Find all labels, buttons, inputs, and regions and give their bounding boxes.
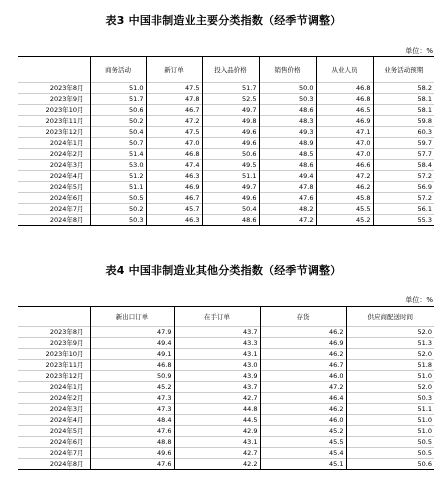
cell-value: 44.8 [174, 404, 260, 415]
table-row [18, 193, 434, 204]
row-label: 2023年8月 [18, 327, 90, 338]
cell-value: 50.4 [90, 127, 146, 138]
column-header: 供应商配送时间 [346, 307, 434, 327]
cell-value: 58.2 [373, 83, 434, 94]
cell-value: 46.9 [316, 116, 373, 127]
cell-value: 47.3 [90, 393, 174, 404]
column-header: 新订单 [146, 57, 202, 83]
cell-value: 51.8 [346, 360, 434, 371]
cell-value: 49.3 [259, 127, 316, 138]
cell-value: 48.6 [202, 215, 259, 226]
cell-value: 46.8 [316, 94, 373, 105]
row-label: 2023年11月 [18, 116, 90, 127]
row-label: 2024年3月 [18, 404, 90, 415]
table-row [18, 149, 434, 160]
cell-value: 53.0 [90, 160, 146, 171]
cell-value: 43.1 [174, 437, 260, 448]
cell-value: 46.0 [260, 371, 346, 382]
cell-value: 45.7 [146, 204, 202, 215]
table-row [18, 215, 434, 226]
cell-value: 45.5 [316, 204, 373, 215]
cell-value: 47.8 [146, 94, 202, 105]
table-row [18, 382, 434, 393]
cell-value: 50.3 [259, 94, 316, 105]
column-header: 销售价格 [259, 57, 316, 83]
column-header: 新出口订单 [90, 307, 174, 327]
cell-value: 51.1 [346, 404, 434, 415]
cell-value: 50.2 [90, 116, 146, 127]
cell-value: 46.9 [146, 182, 202, 193]
cell-value: 47.3 [90, 404, 174, 415]
row-label: 2024年5月 [18, 182, 90, 193]
cell-value: 50.7 [90, 138, 146, 149]
table-row [18, 105, 434, 116]
cell-value: 58.1 [373, 94, 434, 105]
cell-value: 49.6 [202, 127, 259, 138]
cell-value: 45.5 [260, 437, 346, 448]
cell-value: 46.5 [316, 105, 373, 116]
table-row [18, 437, 434, 448]
cell-value: 58.1 [373, 105, 434, 116]
table-row [18, 426, 434, 437]
cell-value: 47.1 [316, 127, 373, 138]
cell-value: 42.7 [174, 448, 260, 459]
cell-value: 50.3 [346, 393, 434, 404]
cell-value: 47.2 [146, 116, 202, 127]
table-row [18, 116, 434, 127]
cell-value: 47.0 [316, 138, 373, 149]
table-row [18, 338, 434, 349]
cell-value: 46.2 [260, 404, 346, 415]
row-label: 2024年2月 [18, 149, 90, 160]
cell-value: 45.1 [260, 459, 346, 470]
cell-value: 51.7 [90, 94, 146, 105]
cell-value: 42.9 [174, 426, 260, 437]
table3 [18, 56, 434, 226]
table-row [18, 160, 434, 171]
table3-header [18, 57, 434, 83]
cell-value: 51.4 [90, 149, 146, 160]
column-header: 业务活动预期 [373, 57, 434, 83]
cell-value: 49.4 [90, 338, 174, 349]
cell-value: 46.8 [146, 149, 202, 160]
cell-value: 58.4 [373, 160, 434, 171]
row-label: 2023年12月 [18, 127, 90, 138]
cell-value: 46.2 [260, 327, 346, 338]
column-header: 商务活动 [90, 57, 146, 83]
cell-value: 49.4 [259, 171, 316, 182]
cell-value: 50.9 [90, 371, 174, 382]
table3-unit: 单位：% [405, 47, 433, 55]
cell-value: 50.5 [346, 437, 434, 448]
cell-value: 57.2 [373, 171, 434, 182]
cell-value: 46.7 [146, 193, 202, 204]
cell-value: 49.1 [90, 349, 174, 360]
cell-value: 47.2 [260, 382, 346, 393]
cell-value: 60.3 [373, 127, 434, 138]
row-label: 2024年8月 [18, 215, 90, 226]
cell-value: 46.3 [146, 215, 202, 226]
cell-value: 48.4 [90, 415, 174, 426]
cell-value: 55.3 [373, 215, 434, 226]
cell-value: 52.0 [346, 382, 434, 393]
cell-value: 46.2 [260, 349, 346, 360]
cell-value: 47.0 [316, 149, 373, 160]
cell-value: 42.2 [174, 459, 260, 470]
cell-value: 46.7 [260, 360, 346, 371]
cell-value: 44.5 [174, 415, 260, 426]
cell-value: 50.6 [202, 149, 259, 160]
row-label: 2024年1月 [18, 138, 90, 149]
cell-value: 47.4 [146, 160, 202, 171]
row-label: 2024年4月 [18, 171, 90, 182]
row-label: 2023年12月 [18, 371, 90, 382]
row-label: 2023年10月 [18, 349, 90, 360]
cell-value: 42.7 [174, 393, 260, 404]
cell-value: 47.6 [90, 426, 174, 437]
cell-value: 48.6 [259, 105, 316, 116]
table-row [18, 182, 434, 193]
table4-header-row [18, 307, 434, 327]
cell-value: 56.9 [373, 182, 434, 193]
cell-value: 52.5 [202, 94, 259, 105]
column-header: 存货 [260, 307, 346, 327]
cell-value: 45.2 [260, 426, 346, 437]
table4-unit: 单位：% [405, 296, 433, 304]
cell-value: 49.8 [202, 116, 259, 127]
table-row [18, 404, 434, 415]
column-header: 投入品价格 [202, 57, 259, 83]
cell-value: 46.0 [260, 415, 346, 426]
cell-value: 48.5 [259, 149, 316, 160]
cell-value: 43.7 [174, 382, 260, 393]
cell-value: 48.6 [259, 160, 316, 171]
table3-title: 表3 中国非制造业主要分类指数（经季节调整） [105, 14, 342, 27]
row-label: 2024年3月 [18, 160, 90, 171]
row-label: 2024年7月 [18, 204, 90, 215]
cell-value: 48.2 [259, 204, 316, 215]
table-row [18, 327, 434, 338]
cell-value: 47.5 [146, 83, 202, 94]
cell-value: 43.7 [174, 327, 260, 338]
cell-value: 46.9 [260, 338, 346, 349]
cell-value: 51.1 [90, 182, 146, 193]
cell-value: 47.2 [316, 171, 373, 182]
table-row [18, 94, 434, 105]
cell-value: 51.0 [346, 426, 434, 437]
cell-value: 50.5 [90, 193, 146, 204]
table-row [18, 349, 434, 360]
table-row [18, 127, 434, 138]
cell-value: 46.8 [90, 360, 174, 371]
cell-value: 50.2 [90, 204, 146, 215]
cell-value: 43.9 [174, 371, 260, 382]
cell-value: 45.4 [260, 448, 346, 459]
cell-value: 57.7 [373, 149, 434, 160]
table4-title: 表4 中国非制造业其他分类指数（经季节调整） [105, 264, 342, 277]
cell-value: 45.8 [316, 193, 373, 204]
table-row [18, 360, 434, 371]
table3-body [18, 83, 434, 226]
cell-value: 48.3 [259, 116, 316, 127]
cell-value: 46.8 [316, 83, 373, 94]
cell-value: 50.0 [259, 83, 316, 94]
cell-value: 45.2 [90, 382, 174, 393]
row-label: 2023年10月 [18, 105, 90, 116]
cell-value: 43.0 [174, 360, 260, 371]
cell-value: 50.6 [346, 459, 434, 470]
row-label: 2023年9月 [18, 338, 90, 349]
cell-value: 45.2 [316, 215, 373, 226]
row-label: 2024年1月 [18, 382, 90, 393]
column-header [18, 307, 90, 327]
cell-value: 51.2 [90, 171, 146, 182]
table3-header-row [18, 57, 434, 83]
cell-value: 47.2 [259, 215, 316, 226]
cell-value: 47.8 [259, 182, 316, 193]
cell-value: 43.3 [174, 338, 260, 349]
row-label: 2024年2月 [18, 393, 90, 404]
cell-value: 50.3 [90, 215, 146, 226]
table-row [18, 393, 434, 404]
table4-body [18, 327, 434, 470]
row-label: 2024年6月 [18, 193, 90, 204]
row-label: 2024年8月 [18, 459, 90, 470]
cell-value: 57.2 [373, 193, 434, 204]
cell-value: 50.6 [90, 105, 146, 116]
row-label: 2024年4月 [18, 415, 90, 426]
cell-value: 43.1 [174, 349, 260, 360]
cell-value: 51.3 [346, 338, 434, 349]
cell-value: 59.8 [373, 116, 434, 127]
cell-value: 52.0 [346, 349, 434, 360]
cell-value: 46.3 [146, 171, 202, 182]
cell-value: 49.7 [202, 182, 259, 193]
row-label: 2023年9月 [18, 94, 90, 105]
cell-value: 48.8 [90, 437, 174, 448]
cell-value: 49.7 [202, 105, 259, 116]
column-header: 从业人员 [316, 57, 373, 83]
cell-value: 51.7 [202, 83, 259, 94]
cell-value: 50.4 [202, 204, 259, 215]
column-header: 在手订单 [174, 307, 260, 327]
cell-value: 49.6 [202, 138, 259, 149]
cell-value: 51.1 [202, 171, 259, 182]
row-label: 2024年6月 [18, 437, 90, 448]
table-row [18, 459, 434, 470]
cell-value: 47.6 [90, 459, 174, 470]
cell-value: 59.7 [373, 138, 434, 149]
cell-value: 46.2 [316, 182, 373, 193]
cell-value: 46.4 [260, 393, 346, 404]
row-label: 2023年11月 [18, 360, 90, 371]
cell-value: 46.7 [146, 105, 202, 116]
cell-value: 50.5 [346, 448, 434, 459]
cell-value: 51.0 [90, 83, 146, 94]
row-label: 2024年7月 [18, 448, 90, 459]
cell-value: 51.0 [346, 371, 434, 382]
table-row [18, 204, 434, 215]
cell-value: 56.1 [373, 204, 434, 215]
table-row [18, 371, 434, 382]
table-row [18, 138, 434, 149]
cell-value: 47.9 [90, 327, 174, 338]
table-row [18, 415, 434, 426]
row-label: 2023年8月 [18, 83, 90, 94]
table-row [18, 171, 434, 182]
table-row [18, 83, 434, 94]
cell-value: 47.6 [259, 193, 316, 204]
cell-value: 48.9 [259, 138, 316, 149]
cell-value: 52.0 [346, 327, 434, 338]
table4 [18, 306, 434, 470]
cell-value: 47.5 [146, 127, 202, 138]
table4-header [18, 307, 434, 327]
column-header [18, 57, 90, 83]
table-row [18, 448, 434, 459]
cell-value: 49.5 [202, 160, 259, 171]
cell-value: 47.0 [146, 138, 202, 149]
row-label: 2024年5月 [18, 426, 90, 437]
cell-value: 49.6 [90, 448, 174, 459]
cell-value: 46.6 [316, 160, 373, 171]
cell-value: 51.0 [346, 415, 434, 426]
cell-value: 49.6 [202, 193, 259, 204]
